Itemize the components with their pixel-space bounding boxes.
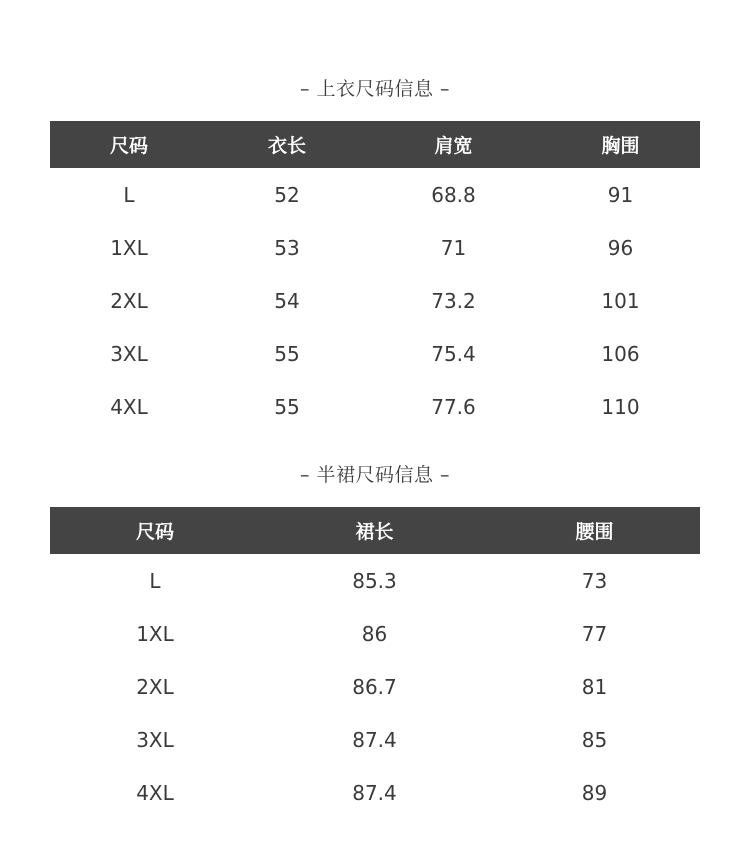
cell-length: 55 xyxy=(274,394,300,419)
cell-length: 55 xyxy=(274,341,300,366)
top-table-header xyxy=(50,121,700,168)
cell-waist: 89 xyxy=(581,780,608,805)
cell-size: 1XL xyxy=(110,235,148,260)
top-size-title: – 上衣尺码信息 – xyxy=(299,78,451,100)
header-size: 尺码 xyxy=(135,521,174,543)
cell-waist: 73 xyxy=(581,568,608,593)
cell-chest: 91 xyxy=(607,182,634,207)
table-row xyxy=(50,168,700,221)
table-row xyxy=(50,274,700,327)
skirt-table-header xyxy=(50,507,700,554)
cell-skirt-length: 87.4 xyxy=(352,780,397,805)
table-row xyxy=(50,713,700,766)
header-size: 尺码 xyxy=(109,135,148,157)
cell-chest: 110 xyxy=(601,394,640,419)
cell-size: 3XL xyxy=(136,727,174,752)
header-waist: 腰围 xyxy=(575,521,614,543)
table-row xyxy=(50,660,700,713)
header-skirt-length: 裙长 xyxy=(355,521,394,543)
cell-size: 1XL xyxy=(136,621,174,646)
cell-size: L xyxy=(123,182,135,207)
top-size-table xyxy=(50,121,700,433)
cell-shoulder: 73.2 xyxy=(431,288,476,313)
cell-chest: 106 xyxy=(601,341,640,366)
cell-skirt-length: 86.7 xyxy=(352,674,397,699)
skirt-size-table xyxy=(50,507,700,819)
cell-size: L xyxy=(149,568,161,593)
table-row xyxy=(50,380,700,433)
cell-shoulder: 71 xyxy=(440,235,467,260)
cell-skirt-length: 87.4 xyxy=(352,727,397,752)
table-row xyxy=(50,554,700,607)
header-shoulder: 肩宽 xyxy=(434,135,473,157)
cell-chest: 96 xyxy=(607,235,634,260)
table-row xyxy=(50,221,700,274)
cell-size: 4XL xyxy=(136,780,174,805)
cell-size: 2XL xyxy=(136,674,174,699)
cell-skirt-length: 85.3 xyxy=(352,568,397,593)
cell-size: 2XL xyxy=(110,288,148,313)
cell-shoulder: 68.8 xyxy=(431,182,476,207)
table-row xyxy=(50,327,700,380)
header-chest: 胸围 xyxy=(601,135,640,157)
table-row xyxy=(50,766,700,819)
cell-length: 53 xyxy=(274,235,300,260)
cell-chest: 101 xyxy=(601,288,640,313)
cell-skirt-length: 86 xyxy=(361,621,388,646)
cell-length: 54 xyxy=(274,288,300,313)
cell-length: 52 xyxy=(274,182,300,207)
cell-shoulder: 77.6 xyxy=(431,394,476,419)
cell-shoulder: 75.4 xyxy=(431,341,476,366)
cell-waist: 85 xyxy=(581,727,608,752)
header-length: 衣长 xyxy=(267,135,306,157)
cell-waist: 81 xyxy=(581,674,608,699)
cell-waist: 77 xyxy=(581,621,608,646)
cell-size: 3XL xyxy=(110,341,148,366)
cell-size: 4XL xyxy=(110,394,148,419)
skirt-size-title: – 半裙尺码信息 – xyxy=(299,464,451,486)
table-row xyxy=(50,607,700,660)
